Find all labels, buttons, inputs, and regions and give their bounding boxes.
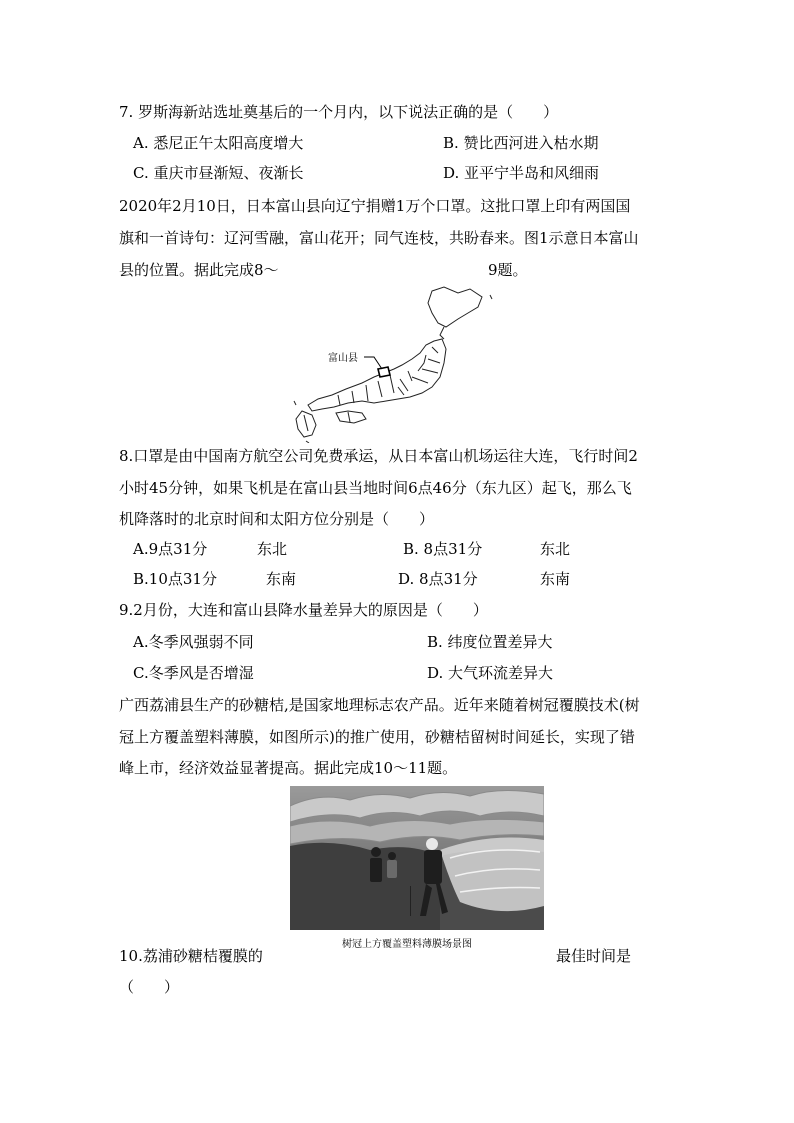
map-label-toyama: 富山县	[328, 353, 358, 364]
toyama-prefecture-outline	[378, 367, 390, 377]
q7-option-c: C. 重庆市昼渐短、夜渐长	[133, 164, 304, 182]
japan-map	[282, 283, 494, 443]
q9-option-b: B. 纬度位置差异大	[427, 633, 553, 651]
q10-stem-part2: 最佳时间是	[556, 947, 632, 965]
intro2-line1: 广西荔浦县生产的砂糖桔,是国家地理标志农产品。近年来随着树冠覆膜技术(树	[119, 696, 640, 714]
q9-option-c: C.冬季风是否增湿	[133, 664, 254, 682]
q10-answer-paren: （ ）	[119, 978, 180, 996]
q8-option-b-dir: 东北	[540, 540, 571, 558]
q8-line1: 8.口罩是由中国南方航空公司免费承运，从日本富山机场运往大连，飞行时间2	[119, 447, 638, 465]
q9-option-a: A.冬季风强弱不同	[133, 633, 254, 651]
orchard-film-photo	[290, 786, 544, 930]
q9-option-d: D. 大气环流差异大	[427, 664, 554, 682]
q7-option-d: D. 亚平宁半岛和风细雨	[443, 164, 600, 182]
q7-option-a: A. 悉尼正午太阳高度增大	[133, 134, 304, 152]
q9-stem: 9.2月份，大连和富山县降水量差异大的原因是（ ）	[119, 601, 488, 619]
intro2-line2: 冠上方覆盖塑料薄膜，如图所示)的推广使用，砂糖桔留树时间延长，实现了错	[119, 728, 635, 746]
q7-stem: 7. 罗斯海新站选址奠基后的一个月内，以下说法正确的是（ ）	[119, 103, 559, 121]
q7-option-b: B. 赞比西河进入枯水期	[443, 134, 599, 152]
q8-option-a-time: A.9点31分	[133, 540, 208, 558]
q8-option-a-dir: 东北	[257, 540, 288, 558]
q8-line2: 小时45分钟，如果飞机是在富山县当地时间6点46分（东九区）起飞，那么飞	[119, 479, 632, 497]
intro1-line2: 旗和一首诗句：辽河雪融，富山花开；同气连枝，共盼春来。图1示意日本富山	[119, 229, 639, 247]
q8-option-c-time: B.10点31分	[133, 570, 217, 588]
q8-option-d-time: D. 8点31分	[398, 570, 478, 588]
q8-option-b-time: B. 8点31分	[403, 540, 483, 558]
q8-option-d-dir: 东南	[540, 570, 571, 588]
q10-stem-part1: 10.荔浦砂糖桔覆膜的	[119, 947, 263, 965]
q8-option-c-dir: 东南	[266, 570, 297, 588]
intro1-line3a: 县的位置。据此完成8～	[119, 261, 279, 279]
q8-line3: 机降落时的北京时间和太阳方位分别是（ ）	[119, 510, 435, 528]
intro1-line3b: 9题。	[488, 261, 528, 279]
intro2-line3: 峰上市，经济效益显著提高。据此完成10～11题。	[119, 759, 458, 777]
photo-caption: 树冠上方覆盖塑料薄膜场景图	[342, 939, 472, 950]
intro1-line1: 2020年2月10日，日本富山县向辽宁捐赠1万个口罩。这批口罩上印有两国国	[119, 197, 631, 215]
